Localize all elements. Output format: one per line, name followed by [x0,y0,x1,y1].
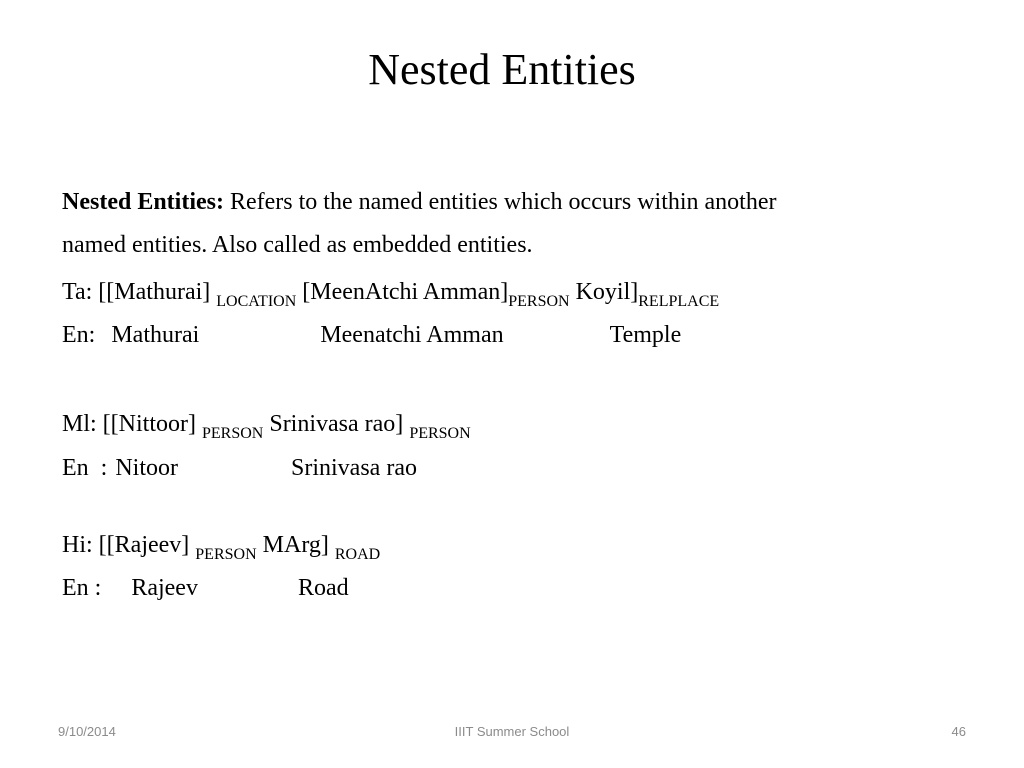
example-ml [62,408,471,443]
hi-en-label: En : [62,575,102,601]
ml-en-word-1: Nitoor [115,455,178,481]
definition-line-1 [62,186,777,218]
ml-end: Srinivasa rao] [269,411,404,437]
example-hi [62,529,380,564]
example-ml-en [62,452,417,484]
definition-text-1: Refers to the named entities which occurs within another [229,189,777,215]
footer-title: IIIT Summer School [454,724,570,739]
ta-tag-relplace: RELPLACE [638,293,720,310]
ml-prefix: Ml: [[Nittoor] [62,411,196,437]
example-ta [62,276,719,311]
example-ta-en [62,319,681,351]
ml-tag-person-2: PERSON [409,425,471,442]
ml-en-word-2: Srinivasa rao [291,455,417,481]
ta-mid: [MeenAtchi Amman] [302,279,509,305]
ta-en-word-2: Meenatchi Amman [320,322,504,348]
slide-title: Nested Entities [368,45,636,94]
hi-end: MArg] [262,532,329,558]
hi-prefix: Hi: [[Rajeev] [62,532,190,558]
definition-line-2 [62,229,533,261]
hi-en-word-2: Road [297,575,349,601]
hi-tag-road: ROAD [334,546,381,563]
ta-prefix: Ta: [[Mathurai] [62,279,211,305]
ta-en-word-3: Temple [609,322,682,348]
ml-tag-person-1: PERSON [201,425,264,442]
hi-tag-person: PERSON [195,546,257,563]
ml-en-label: En : [62,455,108,481]
ta-en-label: En: [62,322,96,348]
definition-term: Nested Entities: [62,189,224,215]
ta-tag-person: PERSON [508,293,570,310]
ta-tag-location: LOCATION [216,293,297,310]
ta-end: Koyil] [575,279,639,305]
ta-en-word-1: Mathurai [111,322,200,348]
footer-page-number: 46 [951,724,966,739]
footer-date: 9/10/2014 [58,724,116,739]
hi-en-word-1: Rajeev [131,575,198,601]
example-hi-en [62,572,349,604]
definition-text-2: named entities. Also called as embedded entities. [62,232,533,258]
